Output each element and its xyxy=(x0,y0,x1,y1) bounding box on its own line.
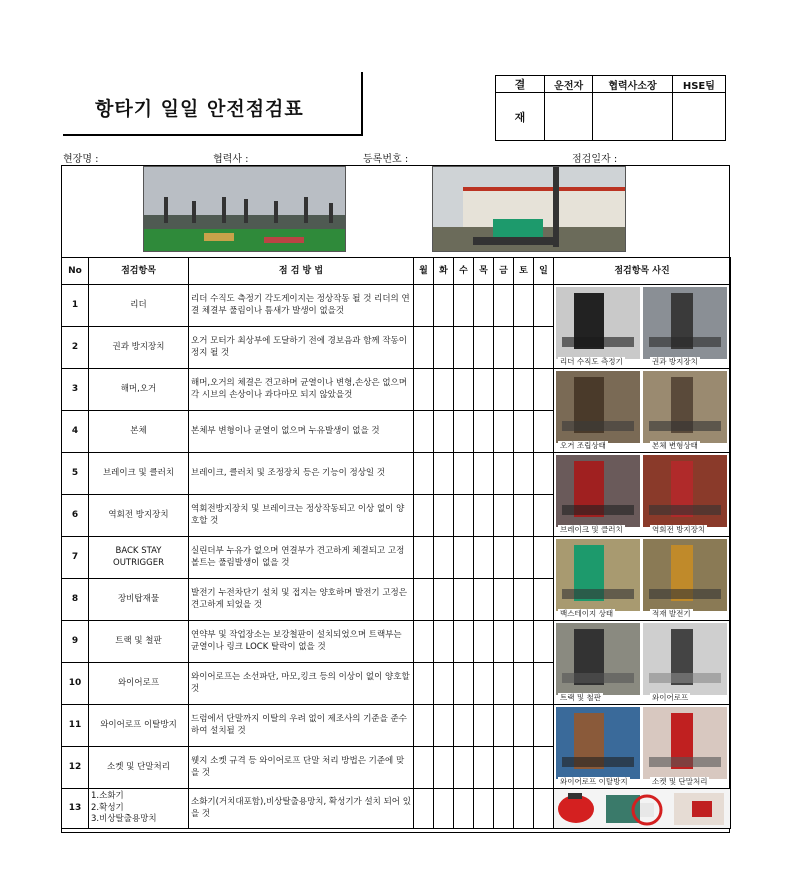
check-cell-tue[interactable] xyxy=(434,705,454,747)
check-cell-tue[interactable] xyxy=(434,285,454,327)
site-overview-photo xyxy=(143,166,346,252)
check-cell-wed[interactable] xyxy=(454,411,474,453)
check-cell-sun[interactable] xyxy=(534,411,554,453)
check-cell-sun[interactable] xyxy=(534,453,554,495)
inspection-photo xyxy=(643,539,727,611)
row-number: 7 xyxy=(62,537,89,579)
check-cell-sat[interactable] xyxy=(514,621,534,663)
page-title: 항타기 일일 안전점검표 xyxy=(95,98,304,120)
check-cell-fri[interactable] xyxy=(494,327,514,369)
check-cell-mon[interactable] xyxy=(414,579,434,621)
check-cell-sun[interactable] xyxy=(534,663,554,705)
check-cell-thu[interactable] xyxy=(474,411,494,453)
check-cell-mon[interactable] xyxy=(414,327,434,369)
check-cell-tue[interactable] xyxy=(434,411,454,453)
table-row xyxy=(62,705,731,747)
approval-table xyxy=(495,75,726,141)
check-cell-mon[interactable] xyxy=(414,495,434,537)
inspection-photo xyxy=(556,707,640,779)
check-cell-tue[interactable] xyxy=(434,621,454,663)
inspection-method: 실린더부 누유가 없으며 연결부가 견고하게 체결되고 고정볼트는 풀림발생이 없을 것 xyxy=(189,537,414,579)
check-cell-tue[interactable] xyxy=(434,747,454,789)
inspection-photo xyxy=(556,455,640,527)
check-cell-mon[interactable] xyxy=(414,663,434,705)
photo-caption: 본체 변형상태 xyxy=(652,440,698,450)
photo-cell xyxy=(554,705,731,789)
inspection-date-label: 점검일자 : xyxy=(572,154,618,165)
check-cell-tue[interactable] xyxy=(434,579,454,621)
check-cell-thu[interactable] xyxy=(474,621,494,663)
header-method: 점 검 방 법 xyxy=(189,258,414,285)
check-cell-wed[interactable] xyxy=(454,663,474,705)
header-day-wed: 수 xyxy=(454,258,474,285)
inspection-method: 리더 수직도 측정기 각도게이지는 정상작동 될 것 리더의 연결 체결부 풀림이나 틈새가 발생이 없을것 xyxy=(189,285,414,327)
inspection-photo xyxy=(556,371,640,443)
check-cell-wed[interactable] xyxy=(454,285,474,327)
row-number: 4 xyxy=(62,411,89,453)
check-cell-sat[interactable] xyxy=(514,747,534,789)
row-number: 6 xyxy=(62,495,89,537)
check-cell-sun[interactable] xyxy=(534,327,554,369)
inspection-table xyxy=(61,257,731,829)
registration-number-label: 등록번호 : xyxy=(363,154,409,165)
photo-cell xyxy=(554,369,731,453)
header-day-sun: 일 xyxy=(534,258,554,285)
inspection-item: 장비탑재물 xyxy=(89,579,189,621)
inspection-method: 발전기 누전차단기 설치 및 접지는 양호하며 발전기 고정은 견고하게 되었을 것 xyxy=(189,579,414,621)
check-cell-thu[interactable] xyxy=(474,789,494,829)
approval-sign-partner-manager[interactable] xyxy=(593,93,672,141)
inspection-method: 드럼에서 단말까지 이탈의 우려 없이 제조사의 기준을 준수하여 설치될 것 xyxy=(189,705,414,747)
check-cell-sat[interactable] xyxy=(514,579,534,621)
approval-header-partner-manager: 협력사소장 xyxy=(593,76,672,93)
inspection-item: 브레이크 및 클러치 xyxy=(89,453,189,495)
check-cell-thu[interactable] xyxy=(474,369,494,411)
inspection-item: 역회전 방지장치 xyxy=(89,495,189,537)
inspection-item: 권과 방지장치 xyxy=(89,327,189,369)
approval-label-top: 결 xyxy=(496,76,545,93)
row-number: 2 xyxy=(62,327,89,369)
photo-caption: 브레이크 및 클러치 xyxy=(560,524,623,534)
header-day-tue: 화 xyxy=(434,258,454,285)
inspection-method: 소화기(거치대포함),비상탈출용망치, 확성기가 설치 되어 있을 것 xyxy=(189,789,414,829)
photo-caption: 리더 수직도 측정기 xyxy=(560,356,623,366)
photo-caption: 역회전 방지장치 xyxy=(652,524,706,534)
site-name-label: 현장명 : xyxy=(63,154,99,165)
check-cell-wed[interactable] xyxy=(454,453,474,495)
check-cell-fri[interactable] xyxy=(494,621,514,663)
check-cell-thu[interactable] xyxy=(474,579,494,621)
check-cell-thu[interactable] xyxy=(474,663,494,705)
row-number: 12 xyxy=(62,747,89,789)
check-cell-wed[interactable] xyxy=(454,789,474,829)
check-cell-wed[interactable] xyxy=(454,747,474,789)
inspection-photo xyxy=(643,455,727,527)
photo-cell xyxy=(554,285,731,369)
photo-cell xyxy=(554,621,731,705)
pile-driver-photo xyxy=(432,166,626,252)
header-day-sat: 토 xyxy=(514,258,534,285)
header-photo: 점검항목 사진 xyxy=(554,258,731,285)
inspection-item: BACK STAY OUTRIGGER xyxy=(89,537,189,579)
row-number: 8 xyxy=(62,579,89,621)
check-cell-mon[interactable] xyxy=(414,453,434,495)
row-number: 9 xyxy=(62,621,89,663)
check-cell-fri[interactable] xyxy=(494,663,514,705)
check-cell-sat[interactable] xyxy=(514,495,534,537)
check-cell-mon[interactable] xyxy=(414,411,434,453)
check-cell-mon[interactable] xyxy=(414,285,434,327)
table-row xyxy=(62,621,731,663)
check-cell-wed[interactable] xyxy=(454,495,474,537)
inspection-method: 브레이크, 클러치 및 조정장치 등은 기능이 정상일 것 xyxy=(189,453,414,495)
check-cell-wed[interactable] xyxy=(454,537,474,579)
inspection-method: 연약부 및 작업장소는 보강철판이 설치되었으며 트랙부는 균열이나 링크 LOCK 탈락이 없을 것 xyxy=(189,621,414,663)
approval-sign-driver[interactable] xyxy=(545,93,593,141)
inspection-photo xyxy=(556,287,640,359)
check-cell-tue[interactable] xyxy=(434,789,454,829)
check-cell-fri[interactable] xyxy=(494,453,514,495)
check-cell-sat[interactable] xyxy=(514,285,534,327)
inspection-method: 본체부 변형이나 균열이 없으며 누유발생이 없을 것 xyxy=(189,411,414,453)
table-row xyxy=(62,369,731,411)
row-number: 10 xyxy=(62,663,89,705)
inspection-method: 와이어로프는 소선파단, 마모,킹크 등의 이상이 없이 양호할 것 xyxy=(189,663,414,705)
check-cell-sat[interactable] xyxy=(514,789,534,829)
row-number: 13 xyxy=(62,789,89,829)
table-row xyxy=(62,537,731,579)
table-row xyxy=(62,789,731,829)
photo-caption: 소켓 및 단말처리 xyxy=(652,776,708,786)
row-number: 1 xyxy=(62,285,89,327)
inspection-photo xyxy=(556,539,640,611)
inspection-item: 본체 xyxy=(89,411,189,453)
inspection-item: 리더 xyxy=(89,285,189,327)
check-cell-sat[interactable] xyxy=(514,453,534,495)
inspection-method: 해머,오거의 체결은 견고하며 균열이나 변형,손상은 없으며 각 시브의 손상이나 과다마모 되지 않았을것 xyxy=(189,369,414,411)
header-day-fri: 금 xyxy=(494,258,514,285)
check-cell-mon[interactable] xyxy=(414,537,434,579)
inspection-item: 해머,오거 xyxy=(89,369,189,411)
header-day-mon: 월 xyxy=(414,258,434,285)
check-cell-tue[interactable] xyxy=(434,453,454,495)
check-cell-fri[interactable] xyxy=(494,411,514,453)
photo-cell xyxy=(554,537,731,621)
check-cell-tue[interactable] xyxy=(434,537,454,579)
check-cell-fri[interactable] xyxy=(494,285,514,327)
check-cell-mon[interactable] xyxy=(414,789,434,829)
check-cell-wed[interactable] xyxy=(454,621,474,663)
check-cell-sat[interactable] xyxy=(514,327,534,369)
check-cell-fri[interactable] xyxy=(494,537,514,579)
inspection-photo xyxy=(643,287,727,359)
check-cell-tue[interactable] xyxy=(434,663,454,705)
check-cell-thu[interactable] xyxy=(474,453,494,495)
check-cell-sat[interactable] xyxy=(514,411,534,453)
header-day-thu: 목 xyxy=(474,258,494,285)
check-cell-mon[interactable] xyxy=(414,621,434,663)
photo-cell xyxy=(554,453,731,537)
check-cell-fri[interactable] xyxy=(494,369,514,411)
check-cell-fri[interactable] xyxy=(494,789,514,829)
header-item: 점검항목 xyxy=(89,258,189,285)
inspection-method: 웻지 소켓 규격 등 와이어로프 단말 처리 방법은 기준에 맞을 것 xyxy=(189,747,414,789)
approval-header-driver: 운전자 xyxy=(545,76,593,93)
check-cell-wed[interactable] xyxy=(454,327,474,369)
inspection-item: 소켓 및 단말처리 xyxy=(89,747,189,789)
inspection-item: 트랙 및 철판 xyxy=(89,621,189,663)
inspection-item: 와이어로프 이탈방지 xyxy=(89,705,189,747)
approval-header-hse: HSE팀 xyxy=(672,76,725,93)
approval-label-bottom: 재 xyxy=(496,93,545,141)
check-cell-fri[interactable] xyxy=(494,705,514,747)
table-row xyxy=(62,453,731,495)
check-cell-sun[interactable] xyxy=(534,537,554,579)
extinguisher-megaphone-hammer-photo xyxy=(554,789,731,829)
check-cell-wed[interactable] xyxy=(454,369,474,411)
check-cell-fri[interactable] xyxy=(494,579,514,621)
check-cell-sun[interactable] xyxy=(534,621,554,663)
check-cell-sat[interactable] xyxy=(514,369,534,411)
check-cell-fri[interactable] xyxy=(494,747,514,789)
check-cell-sun[interactable] xyxy=(534,495,554,537)
inspection-method: 역회전방지장치 및 브레이크는 정상작동되고 이상 없이 양호할 것 xyxy=(189,495,414,537)
check-cell-wed[interactable] xyxy=(454,705,474,747)
photo-caption: 적재 발전기 xyxy=(652,608,691,618)
partner-label: 협력사 : xyxy=(213,154,249,165)
check-cell-sun[interactable] xyxy=(534,705,554,747)
inspection-method: 오거 모터가 최상부에 도달하기 전에 경보음과 함께 작동이 정지 될 것 xyxy=(189,327,414,369)
inspection-item: 1.소화기 2.확성기 3.비상탈출용망치 xyxy=(89,789,189,829)
title-box xyxy=(63,72,363,136)
check-cell-thu[interactable] xyxy=(474,537,494,579)
photo-caption: 와이어로프 xyxy=(652,692,689,702)
row-number: 3 xyxy=(62,369,89,411)
check-cell-sat[interactable] xyxy=(514,537,534,579)
check-cell-thu[interactable] xyxy=(474,495,494,537)
photo-caption: 오거 조립상태 xyxy=(560,440,606,450)
photo-caption: 권과 방지장치 xyxy=(652,356,698,366)
check-cell-mon[interactable] xyxy=(414,369,434,411)
inspection-photo xyxy=(643,707,727,779)
photo-caption: 백스테이지 상태 xyxy=(560,608,614,618)
check-cell-sun[interactable] xyxy=(534,369,554,411)
check-cell-sun[interactable] xyxy=(534,747,554,789)
check-cell-tue[interactable] xyxy=(434,495,454,537)
approval-sign-hse[interactable] xyxy=(672,93,725,141)
check-cell-thu[interactable] xyxy=(474,285,494,327)
inspection-photo xyxy=(556,623,640,695)
photo-cell-equipment xyxy=(554,789,731,829)
row-number: 5 xyxy=(62,453,89,495)
photo-caption: 트랙 및 철판 xyxy=(560,692,601,702)
check-cell-sun[interactable] xyxy=(534,579,554,621)
photo-caption: 와이어로프 이탈방지 xyxy=(560,776,628,786)
header-no: No xyxy=(62,258,89,285)
check-cell-tue[interactable] xyxy=(434,327,454,369)
inspection-photo xyxy=(643,623,727,695)
check-cell-mon[interactable] xyxy=(414,747,434,789)
check-cell-sun[interactable] xyxy=(534,789,554,829)
inspection-item: 와이어로프 xyxy=(89,663,189,705)
check-cell-thu[interactable] xyxy=(474,327,494,369)
check-cell-tue[interactable] xyxy=(434,369,454,411)
check-cell-sat[interactable] xyxy=(514,705,534,747)
check-cell-mon[interactable] xyxy=(414,705,434,747)
check-cell-sun[interactable] xyxy=(534,285,554,327)
table-row xyxy=(62,285,731,327)
check-cell-wed[interactable] xyxy=(454,579,474,621)
row-number: 11 xyxy=(62,705,89,747)
check-cell-fri[interactable] xyxy=(494,495,514,537)
check-cell-thu[interactable] xyxy=(474,747,494,789)
check-cell-sat[interactable] xyxy=(514,663,534,705)
check-cell-thu[interactable] xyxy=(474,705,494,747)
inspection-photo xyxy=(643,371,727,443)
